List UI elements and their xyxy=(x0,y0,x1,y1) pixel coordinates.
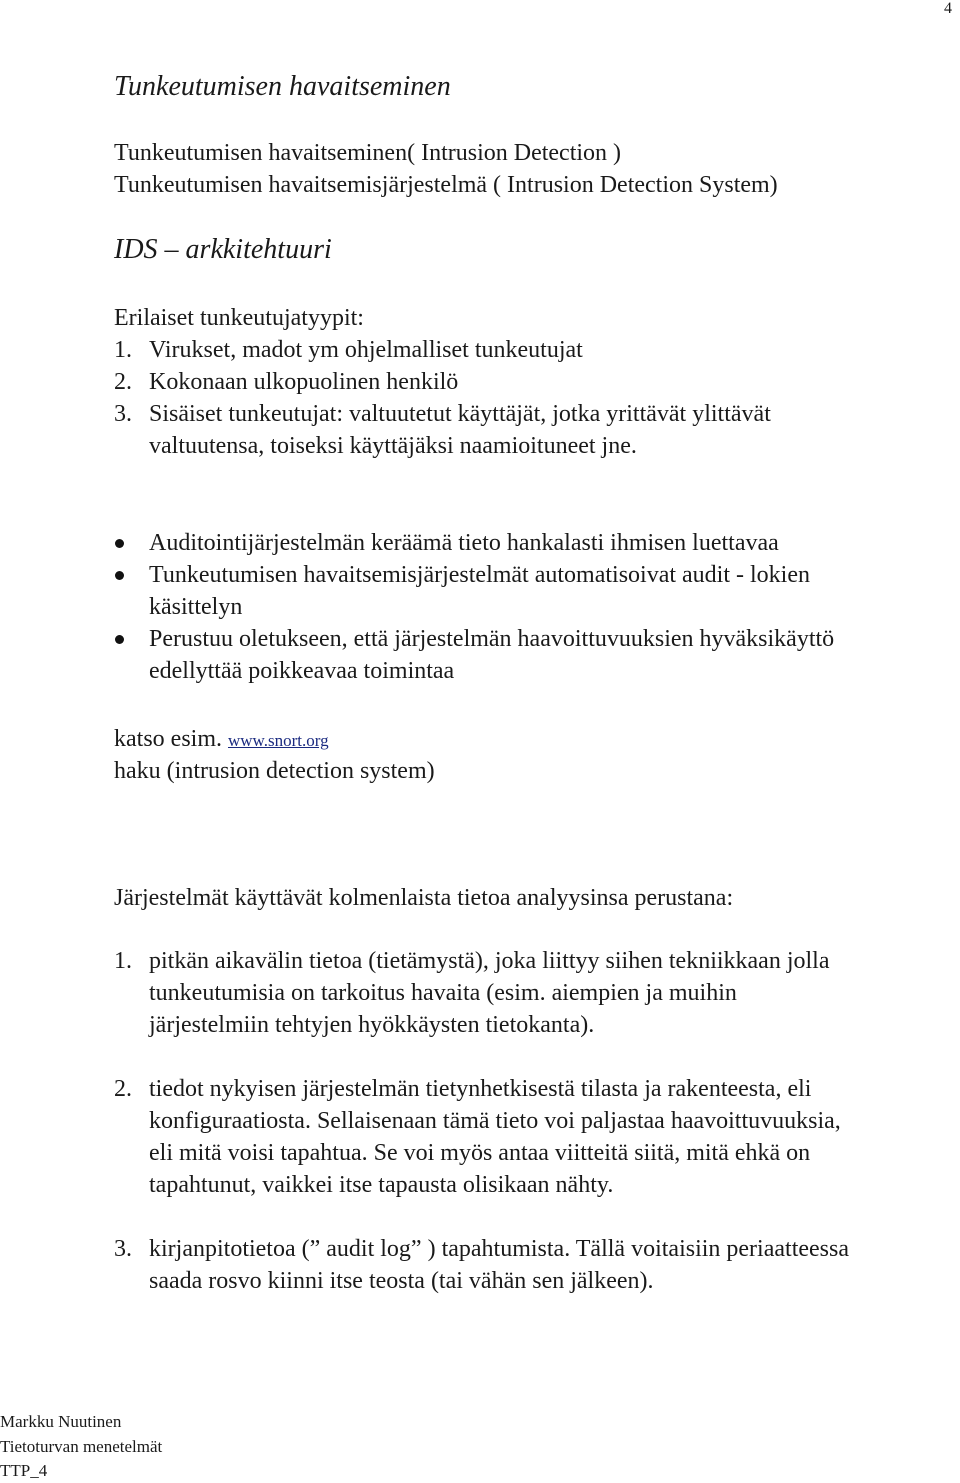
info-types-title: Järjestelmät käyttävät kolmenlaista tietoa analyysinsa perustana: xyxy=(114,885,734,911)
snort-link[interactable]: www.snort.org xyxy=(228,731,329,750)
info-item-text: tiedot nykyisen järjestelmän tietynhetkisestä tilasta ja rakenteesta, eli xyxy=(149,1076,812,1102)
intruder-item-number: 2. xyxy=(114,369,132,395)
bullet-item-text: edellyttää poikkeavaa toimintaa xyxy=(149,658,455,684)
bullet-item-text: Perustuu oletukseen, että järjestelmän haavoittuvuuksien hyväksikäyttö xyxy=(149,626,835,652)
bullet-item-text: Tunkeutumisen havaitsemisjärjestelmät automatisoivat audit - lokien xyxy=(149,562,810,588)
heading-ids-architecture: IDS – arkkitehtuuri xyxy=(114,234,332,265)
intro-line-1: Tunkeutumisen havaitseminen( Intrusion Detection ) xyxy=(114,140,622,166)
info-item-number: 2. xyxy=(114,1076,132,1102)
see-example-line xyxy=(114,723,329,757)
intruder-item-number: 3. xyxy=(114,401,132,427)
bullet-item-text: käsittelyn xyxy=(149,594,243,620)
info-item-number: 1. xyxy=(114,948,132,974)
info-item-text: saada rosvo kiinni itse teosta (tai vähän sen jälkeen). xyxy=(149,1268,654,1294)
info-item-text: pitkän aikavälin tietoa (tietämystä), joka liittyy siihen tekniikkaan jolla xyxy=(149,948,830,974)
intruder-item-text: Sisäiset tunkeutujat: valtuutetut käyttäjät, jotka yrittävät ylittävät xyxy=(149,401,771,427)
intruder-types-title: Erilaiset tunkeutujatyypit: xyxy=(114,305,364,331)
search-hint: haku (intrusion detection system) xyxy=(114,758,435,784)
intro-line-2: Tunkeutumisen havaitsemisjärjestelmä ( Intrusion Detection System) xyxy=(114,172,778,198)
info-item-number: 3. xyxy=(114,1236,132,1262)
info-item-text: tunkeutumisia on tarkoitus havaita (esim. aiempien ja muihin xyxy=(149,980,737,1006)
footer-code: TTP_4 xyxy=(0,1461,48,1480)
intruder-item-number: 1. xyxy=(114,337,132,363)
info-item-text: tapahtunut, vaikkei itse tapausta olisikaan nähty. xyxy=(149,1172,614,1198)
info-item-text: järjestelmiin tehtyjen hyökkäysten tietokanta). xyxy=(149,1012,595,1038)
info-item-text: kirjanpitotietoa (” audit log” ) tapahtumista. Tällä voitaisiin periaatteessa xyxy=(149,1236,849,1262)
bullet-dot xyxy=(115,635,124,644)
intruder-item-text: Kokonaan ulkopuolinen henkilö xyxy=(149,369,459,395)
bullet-item-text: Auditointijärjestelmän keräämä tieto hankalasti ihmisen luettavaa xyxy=(149,530,779,556)
page-number: 4 xyxy=(944,0,952,17)
see-example-prefix: katso esim. xyxy=(114,726,222,752)
bullet-dot xyxy=(115,539,124,548)
info-item-text: konfiguraatiosta. Sellaisenaan tämä tieto voi paljastaa haavoittuvuuksia, xyxy=(149,1108,841,1134)
info-item-text: eli mitä voisi tapahtua. Se voi myös antaa viitteitä siitä, mitä ehkä on xyxy=(149,1140,811,1166)
bullet-dot xyxy=(115,571,124,580)
heading-intrusion-detection: Tunkeutumisen havaitseminen xyxy=(114,71,451,102)
footer-author: Markku Nuutinen xyxy=(0,1412,122,1431)
intruder-item-text: valtuutensa, toiseksi käyttäjäksi naamioituneet jne. xyxy=(149,433,637,459)
footer-course: Tietoturvan menetelmät xyxy=(0,1437,163,1456)
intruder-item-text: Virukset, madot ym ohjelmalliset tunkeutujat xyxy=(149,337,583,363)
